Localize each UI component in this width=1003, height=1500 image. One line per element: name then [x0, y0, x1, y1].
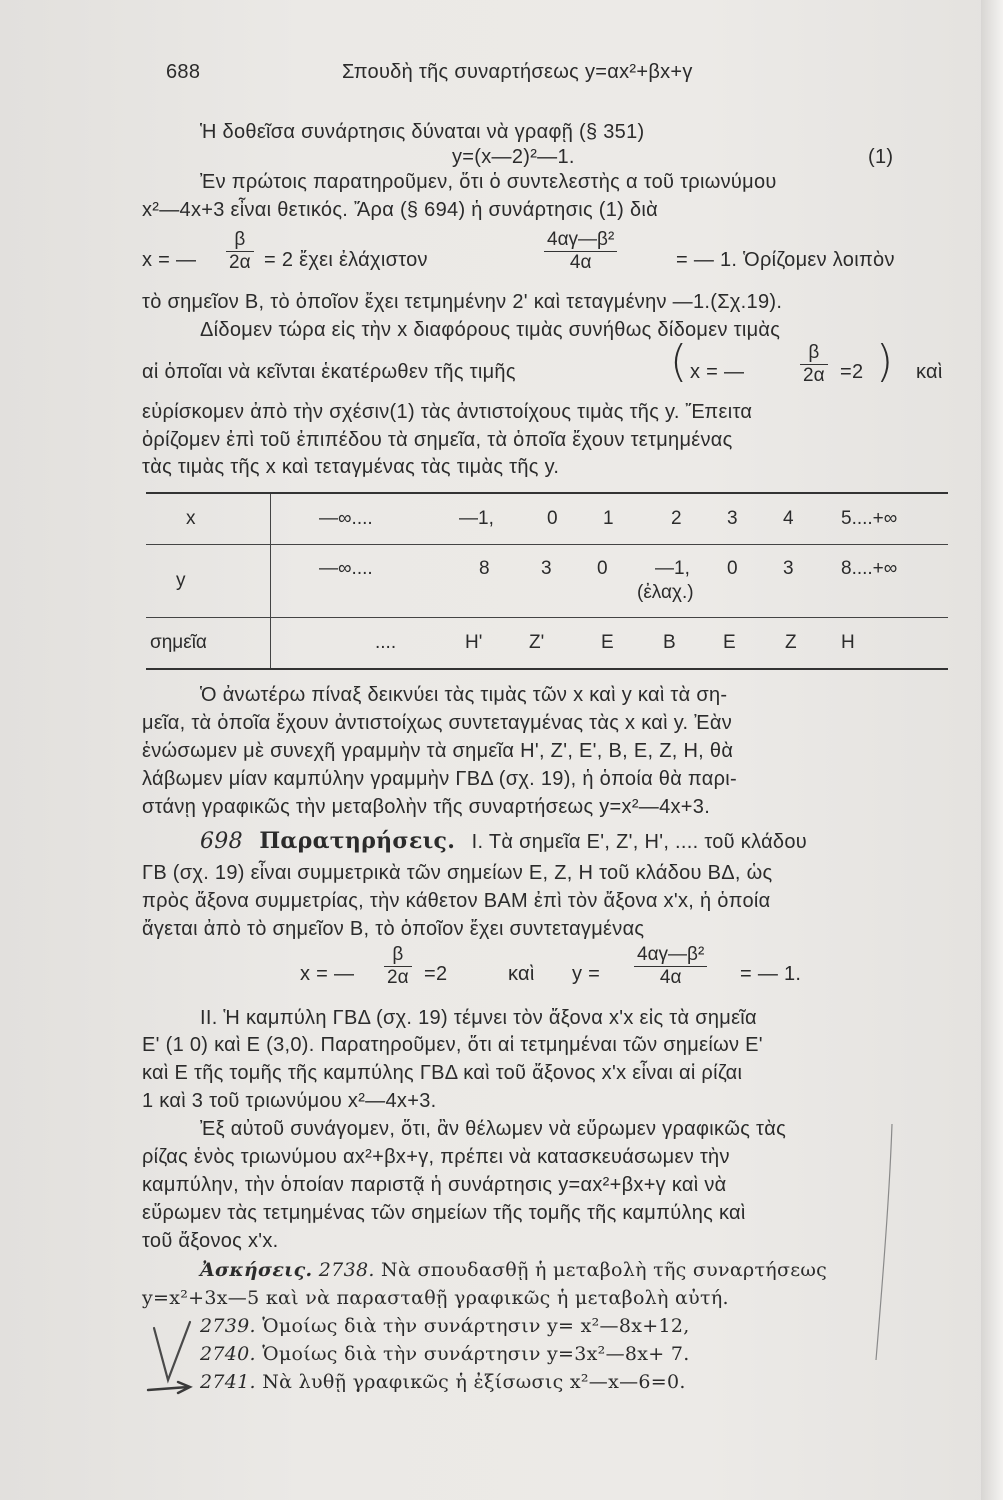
values-table: [146, 492, 948, 670]
exercise-2738: [200, 1258, 827, 1282]
section-line-2: ΓΒ (σχ. 19) εἶναι συμμετρικὰ τῶν σημείων Ε, Ζ, Η τοῦ κλάδου ΒΔ, ὡς: [142, 862, 773, 884]
table-header-x: x: [146, 493, 271, 545]
equation-number-1: (1): [868, 146, 894, 168]
table-cell: 3: [727, 508, 738, 529]
table-cell: —∞....: [319, 508, 373, 529]
fraction-denominator: 2α: [387, 967, 409, 988]
part2-line-5: Ἐξ αὐτοῦ συνάγομεν, ὅτι, ἂν θέλωμεν νὰ εὕρωμεν γραφικῶς τὰς: [200, 1118, 787, 1140]
intro-equation-1: y=(x—2)²—1.: [452, 146, 575, 168]
para2-line-1: Ὁ ἀνωτέρω πίναξ δεικνύει τὰς τιμὰς τῶν x καὶ y καὶ τὰ ση-: [200, 684, 728, 706]
table-cell: 8: [479, 558, 490, 580]
coord-kai: καὶ: [508, 963, 535, 985]
table-cell: 3: [541, 558, 552, 580]
intro-line-7: Δίδομεν τώρα εἰς τὴν x διαφόρους τιμὰς συνήθως δίδομεν τιμὰς: [200, 319, 781, 341]
table-cell: 0: [727, 558, 738, 580]
section-heading: [200, 829, 807, 854]
page-number: 688: [166, 61, 201, 83]
fraction-numerator: β: [384, 944, 412, 967]
fraction-beta-over-2alpha: [226, 229, 254, 274]
exercise-number: 2739.: [200, 1315, 256, 1337]
table-row-y: [146, 545, 948, 618]
fraction-numerator: β: [800, 342, 828, 365]
table-cells-points: [271, 618, 949, 670]
fraction-minimum-value-2: [634, 944, 707, 989]
table-cells-y: [271, 545, 949, 618]
exercise-number: 2741.: [200, 1371, 256, 1393]
coord-x-equals: x = —: [300, 963, 355, 985]
part2-line-2: Ε' (1 0) καὶ Ε (3,0). Παρατηροῦμεν, ὅτι αἱ τετμημέναι τῶν σημείων Ε': [142, 1034, 763, 1056]
intro-line-6: τὸ σημεῖον Β, τὸ ὁποῖον ἔχει τετμημένην 2' καὶ τεταγμένην —1.(Σχ.19).: [142, 291, 783, 313]
section-number: 698: [200, 829, 243, 854]
exercise-number: 2740.: [200, 1343, 256, 1365]
table-cell: Ε: [601, 632, 614, 653]
fraction-minimum-value: [544, 229, 617, 274]
intro-x-equals-2: x = —: [690, 361, 745, 383]
coord-equals-2: =2: [424, 963, 448, 985]
exercises-label: Ἀσκήσεις.: [200, 1259, 313, 1281]
table-cell: ....: [375, 632, 397, 653]
exercise-text: Ὁμοίως διὰ τὴν συνάρτησιν y=3x²—8x+ 7.: [262, 1343, 690, 1365]
coord-equals-minus-1: = — 1.: [740, 963, 802, 985]
intro-kai: καὶ: [916, 361, 943, 383]
fraction-denominator: 4α: [569, 252, 592, 273]
exercise-number: 2738.: [318, 1259, 375, 1281]
table-cell: 3: [783, 558, 794, 580]
fraction-denominator: 2α: [803, 365, 825, 386]
section-line-4: ἄγεται ἀπὸ τὸ σημεῖον Β, τὸ ὁποῖον ἔχει συντεταγμένας: [142, 918, 645, 940]
fraction-numerator: 4αγ—β²: [634, 944, 707, 967]
table-cell: 1: [603, 508, 614, 529]
table-cell: 0: [547, 508, 558, 529]
intro-line-3: Ἐν πρώτοις παρατηροῦμεν, ὅτι ὁ συντελεστὴς α τοῦ τριωνύμου: [200, 171, 777, 193]
table-cell: 4: [783, 508, 794, 529]
part2-line-3: καὶ Ε τῆς τομῆς τῆς καμπύλης ΓΒΔ καὶ τοῦ ἄξονος x'x εἶναι αἱ ρίζαι: [142, 1062, 743, 1084]
left-parenthesis: (: [670, 336, 688, 387]
table-cell: Η: [841, 632, 855, 653]
part2-line-1: ΙΙ. Ἡ καμπύλη ΓΒΔ (σχ. 19) τέμνει τὸν ἄξονα x'x εἰς τὰ σημεῖα: [200, 1007, 757, 1029]
part2-line-9: τοῦ ἄξονος x'x.: [142, 1230, 279, 1252]
exercise-text: Νὰ σπουδασθῇ ἡ μεταβολὴ τῆς συναρτήσεως: [381, 1259, 828, 1281]
table-cell-note: (ἐλαχ.): [637, 581, 694, 603]
part2-line-6: ρίζας ἑνὸς τριωνύμου αx²+βx+γ, πρέπει νὰ κατασκευάσωμεν τὴν: [142, 1146, 730, 1168]
part2-line-8: εὕρωμεν τὰς τετμημένας τῶν σημείων τῆς τομῆς τῆς καμπύλης καὶ: [142, 1202, 746, 1224]
table-cell: 8....+∞: [841, 558, 898, 580]
handwritten-arrow: [144, 1378, 196, 1398]
exercise-2739: [200, 1314, 690, 1338]
exercise-2738-line-2: y=x²+3x—5 καὶ νὰ παρασταθῇ γραφικῶς ἡ μεταβολὴ αὐτή.: [142, 1287, 729, 1309]
intro-line-1: Ἡ δοθεῖσα συνάρτησις δύναται νὰ γραφῇ (§ 351): [200, 121, 645, 143]
table-cell: —1,: [459, 508, 494, 529]
para2-line-3: ἑνώσωμεν μὲ συνεχῆ γραμμὴν τὰ σημεῖα Η', Ζ', Ε', Β, Ε, Ζ, Η, θὰ: [142, 740, 734, 762]
fraction-denominator: 4α: [659, 967, 682, 988]
exercise-text: Νὰ λυθῇ γραφικῶς ἡ ἐξίσωσις x²—x—6=0.: [262, 1371, 686, 1393]
exercise-2740: [200, 1342, 690, 1366]
running-title: Σπουδὴ τῆς συναρτήσεως y=αx²+βx+γ: [342, 61, 693, 83]
para2-line-2: μεῖα, τὰ ὁποῖα ἔχουν ἀντιστοίχως συντεταγμένας τὰς x καὶ y. Ἐὰν: [142, 712, 732, 734]
table-cell: —∞....: [319, 558, 373, 580]
section-line-3: πρὸς ἄξονα συμμετρίας, τὴν κάθετον ΒΑΜ ἐπὶ τὸν ἄξονα x'x, ἡ ὁποία: [142, 890, 771, 912]
table-cell: Β: [663, 632, 676, 653]
intro-define-point: = — 1. Ὁρίζομεν λοιπὸν: [676, 249, 895, 271]
fraction-beta-over-2alpha-2: [800, 342, 828, 387]
table-cell: 5....+∞: [841, 508, 898, 529]
right-parenthesis: ): [876, 336, 894, 387]
exercise-text: Ὁμοίως διὰ τὴν συνάρτησιν y= x²—8x+12,: [262, 1315, 690, 1337]
intro-line-8: αἱ ὁποῖαι νὰ κεῖνται ἑκατέρωθεν τῆς τιμῆς: [142, 361, 516, 383]
table-row-points: [146, 618, 948, 670]
intro-minimum-text: = 2 ἔχει ἐλάχιστον: [264, 249, 428, 271]
table-header-points: σημεῖα: [146, 618, 271, 670]
table-cells-x: [271, 493, 949, 545]
fraction-numerator: 4αγ—β²: [544, 229, 617, 252]
table-cell: —1,: [655, 558, 690, 580]
exercise-2741: [200, 1370, 686, 1394]
table-cell: Ζ: [785, 632, 797, 653]
table-cell: 2: [671, 508, 682, 529]
table-cell: Ζ': [529, 632, 545, 653]
table-cell: Η': [465, 632, 483, 653]
intro-line-4: x²—4x+3 εἶναι θετικός. Ἄρα (§ 694) ἡ συνάρτησις (1) διὰ: [142, 199, 659, 221]
intro-x-equals: x = —: [142, 249, 197, 271]
margin-pencil-line: [862, 1120, 902, 1370]
intro-line-10: ὁρίζομεν ἐπὶ τοῦ ἐπιπέδου τὰ σημεῖα, τὰ ὁποῖα ἔχουν τετμημένας: [142, 429, 733, 451]
part2-line-4: 1 καὶ 3 τοῦ τριωνύμου x²—4x+3.: [142, 1090, 437, 1112]
intro-line-11: τὰς τιμὰς τῆς x καὶ τεταγμένας τὰς τιμὰς τῆς y.: [142, 456, 560, 478]
section-title: Παρατηρήσεις.: [259, 828, 456, 854]
para2-line-4: λάβωμεν μίαν καμπύλην γραμμὴν ΓΒΔ (σχ. 19), ἡ ὁποία θὰ παρι-: [142, 768, 737, 790]
table-cell: Ε: [723, 632, 736, 653]
fraction-beta-over-2alpha-3: [384, 944, 412, 989]
intro-equals-2: =2: [840, 361, 864, 383]
fraction-denominator: 2α: [229, 252, 251, 273]
section-line-1: Ι. Τὰ σημεῖα Ε', Ζ', Η', .... τοῦ κλάδου: [471, 831, 808, 853]
part2-line-7: καμπύλην, τὴν ὁποίαν παριστᾷ ἡ συνάρτησις y=αx²+βx+γ καὶ νὰ: [142, 1174, 727, 1196]
page-edge-shadow: [981, 0, 1003, 1500]
fraction-numerator: β: [226, 229, 254, 252]
intro-line-9: εὑρίσκομεν ἀπὸ τὴν σχέσιν(1) τὰς ἀντιστοίχους τιμὰς τῆς y. Ἔπειτα: [142, 401, 753, 423]
table-cell: 0: [597, 558, 608, 580]
table-header-y: y: [146, 545, 271, 618]
table-row-x: [146, 493, 948, 545]
para2-line-5: στάνῃ γραφικῶς τὴν μεταβολὴν τῆς συναρτήσεως y=x²—4x+3.: [142, 796, 711, 818]
coord-y-equals: y =: [572, 963, 601, 985]
